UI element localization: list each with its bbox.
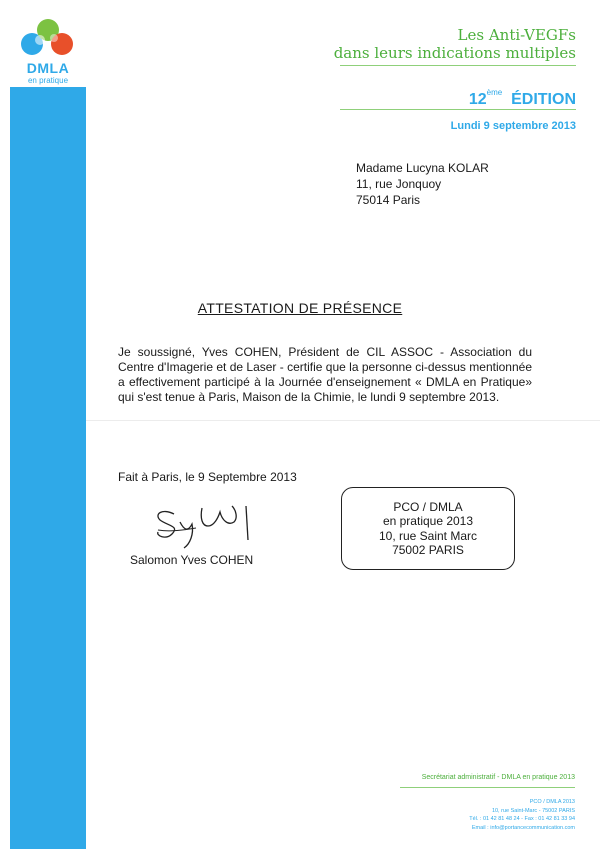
footer-line-1: PCO / DMLA 2013 bbox=[529, 799, 575, 805]
place-and-date: Fait à Paris, le 9 Septembre 2013 bbox=[118, 470, 297, 484]
footer-divider bbox=[400, 787, 575, 788]
header-divider bbox=[340, 65, 576, 66]
organizer-stamp bbox=[341, 487, 515, 570]
edition-divider bbox=[340, 109, 576, 110]
edition-word: ÉDITION bbox=[511, 91, 576, 108]
document-title: ATTESTATION DE PRÉSENCE bbox=[197, 300, 403, 316]
event-date: Lundi 9 septembre 2013 bbox=[450, 120, 576, 132]
signer-name: Salomon Yves COHEN bbox=[130, 553, 254, 567]
logo-tagline: en pratique bbox=[27, 76, 69, 85]
left-color-band bbox=[10, 87, 86, 849]
attestation-body: Je soussigné, Yves COHEN, Président de CIL ASSOC - Association du Centre d'Imagerie et de Laser - certifie que la personne ci-dessus mentionnée a effectivement participé à la Journée d'enseignement « DMLA en Pratique» qui s'est tenue à Paris, Maison de la Chimie, le lundi 9 septembre 2013. bbox=[118, 345, 532, 404]
recipient-street: 11, rue Jonquoy bbox=[356, 177, 442, 191]
header-title-line1: Les Anti-VEGFs bbox=[457, 26, 576, 44]
recipient-address bbox=[356, 160, 489, 208]
footer-secretariat: Secrétariat administratif - DMLA en pratique 2013 bbox=[421, 774, 575, 781]
edition-suffix: ème bbox=[486, 88, 503, 97]
edition-label bbox=[469, 88, 576, 109]
edition-number: 12 bbox=[468, 91, 487, 108]
stamp-line-1: PCO / DMLA bbox=[393, 499, 463, 514]
handwritten-signature bbox=[150, 500, 265, 552]
footer-line-2: 10, rue Saint-Marc - 75002 PARIS bbox=[491, 807, 575, 814]
dmla-logo bbox=[10, 0, 86, 87]
recipient-name: Madame Lucyna KOLAR bbox=[356, 161, 489, 175]
paper-fold-line bbox=[86, 420, 600, 421]
stamp-line-3: 10, rue Saint Marc bbox=[378, 528, 478, 543]
stamp-line-2: en pratique 2013 bbox=[382, 514, 474, 528]
recipient-city: 75014 Paris bbox=[356, 193, 421, 207]
footer-contact bbox=[469, 798, 575, 832]
header-title-line2: dans leurs indications multiples bbox=[333, 44, 576, 62]
logo-circles-icon bbox=[10, 0, 86, 60]
footer-line-3: Tél. : 01 42 81 48 24 - Fax : 01 42 81 33 94 bbox=[469, 816, 575, 822]
stamp-line-4: 75002 PARIS bbox=[392, 543, 464, 557]
logo-name: DMLA bbox=[26, 60, 70, 76]
footer-line-4: Email : info@portancecommunication.com bbox=[471, 824, 575, 831]
